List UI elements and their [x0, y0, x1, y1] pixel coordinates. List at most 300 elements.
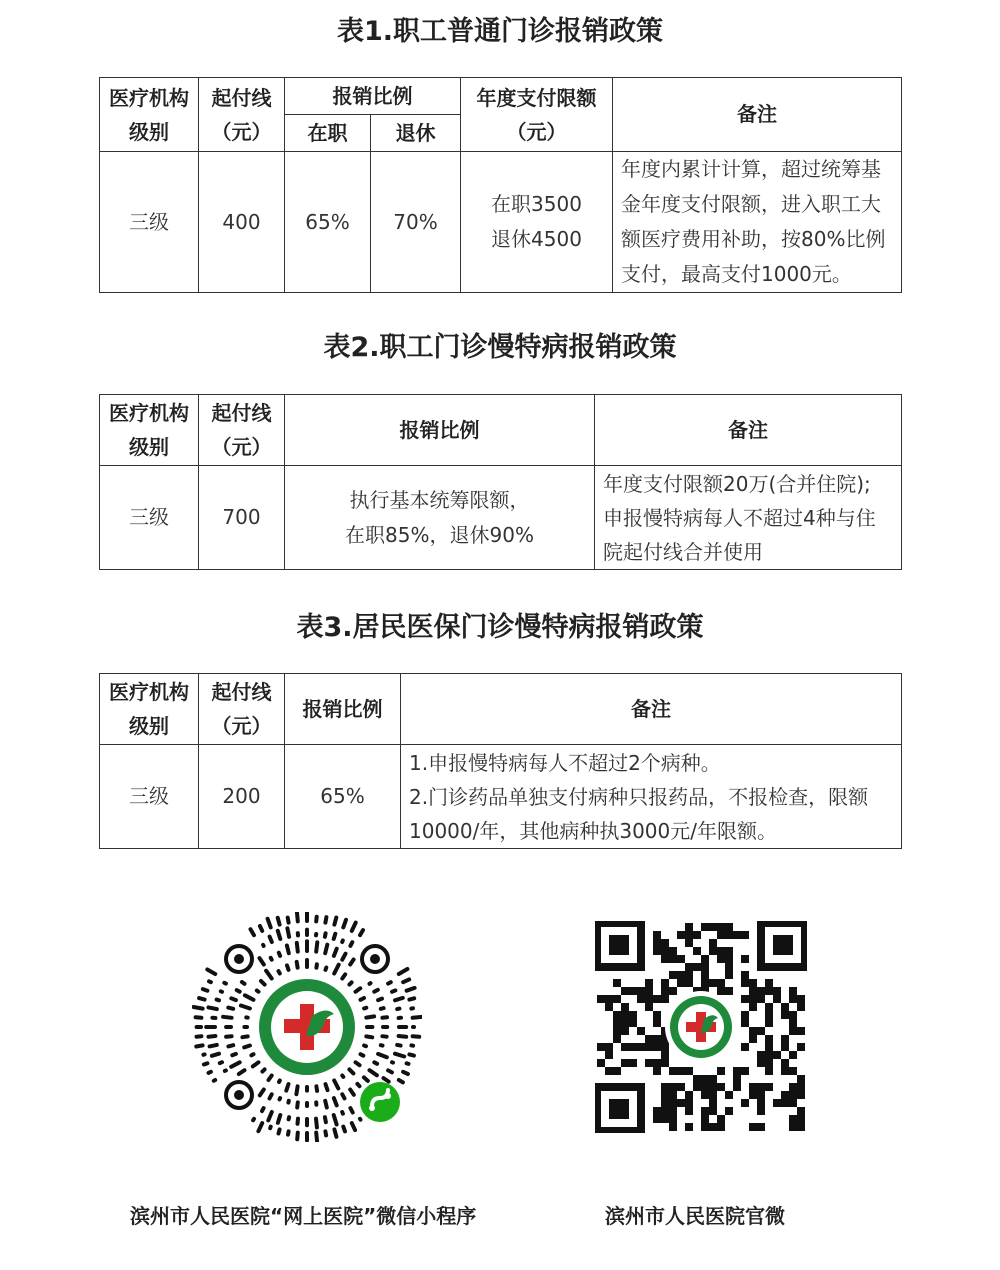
qr-module	[741, 931, 749, 939]
sun-code-ray	[297, 943, 298, 952]
sun-code-ray	[266, 971, 272, 979]
header-ratio: 报销比例	[285, 395, 595, 466]
official-account-qr-icon[interactable]	[595, 921, 807, 1133]
sun-code-ray	[297, 1102, 298, 1107]
qr-module	[757, 1123, 765, 1131]
qr-module	[653, 1107, 661, 1115]
qr-module	[741, 955, 749, 963]
qr-module	[645, 979, 653, 987]
qr-module	[669, 947, 677, 955]
qr-module	[789, 1019, 797, 1027]
sun-code-ray	[209, 981, 211, 982]
qr-module	[613, 1067, 621, 1075]
cell-ratio-retired: 70%	[371, 152, 461, 293]
sun-code-ray	[326, 1084, 328, 1090]
qr-module	[733, 1083, 741, 1091]
header-ratio-retired: 退休	[371, 115, 461, 152]
qr-module	[781, 1067, 789, 1075]
sun-code-ray	[262, 1069, 264, 1071]
qr-module	[645, 1043, 653, 1051]
sun-code-ray	[403, 979, 409, 982]
sun-code-ray	[364, 1008, 366, 1009]
sun-code-ray	[224, 983, 226, 984]
notes-line-1: 1.申报慢特病每人不超过2个病种。	[409, 750, 721, 775]
qr-module	[677, 1099, 685, 1107]
sun-code-ray	[382, 1036, 386, 1037]
qr-module	[765, 987, 773, 995]
qr-module	[789, 995, 797, 1003]
qr-module	[765, 1067, 773, 1075]
sun-code-ray	[261, 981, 265, 985]
qr-module	[613, 979, 621, 987]
notes-line-1: 年度支付限额20万(合并住院);	[603, 471, 871, 496]
header-level: 医疗机构级别	[100, 674, 199, 745]
qr-module	[701, 923, 709, 931]
sun-code-ray	[381, 1008, 384, 1009]
sun-code-ray	[316, 964, 317, 967]
qr-module	[781, 1011, 789, 1019]
qr-module	[693, 947, 701, 955]
qr-module	[789, 1011, 797, 1019]
qr-module	[789, 1051, 797, 1059]
sun-code-ray	[241, 1006, 250, 1009]
qr-module	[621, 987, 629, 995]
sun-code-ray	[388, 1070, 392, 1072]
qr-module	[757, 1051, 765, 1059]
qr-module	[629, 1043, 637, 1051]
qr-module	[765, 1051, 773, 1059]
sun-code-ray	[239, 1070, 245, 1074]
cell-level: 三级	[100, 466, 199, 570]
sun-code-ray	[364, 1046, 366, 1047]
sun-code-ray	[349, 982, 351, 984]
sun-code-ray	[278, 931, 281, 939]
qr-module	[669, 1099, 677, 1107]
qr-module	[797, 1043, 805, 1051]
qr-module	[653, 1035, 661, 1043]
sun-code-ray	[399, 1080, 403, 1082]
header-annual-limit: 年度支付限额（元）	[461, 78, 613, 152]
sun-code-ray	[374, 990, 378, 992]
sun-code-ray	[342, 1112, 343, 1114]
qr-module	[741, 1019, 749, 1027]
sun-code-ray	[271, 958, 272, 960]
sun-code-ray	[334, 918, 336, 925]
sun-code-ray	[370, 983, 371, 984]
table1-outpatient-policy	[99, 77, 902, 293]
qr-module	[717, 1083, 725, 1091]
sun-code-ray	[366, 1036, 372, 1037]
sun-code-ray	[325, 945, 327, 954]
header-notes: 备注	[595, 395, 902, 466]
qr-module	[653, 939, 661, 947]
header-level: 医疗机构级别	[100, 78, 199, 152]
sun-code-ray	[397, 1009, 399, 1010]
qr-module	[797, 1027, 805, 1035]
sun-code-ray	[334, 965, 339, 974]
qr-module	[693, 963, 701, 971]
sun-code-ray	[221, 991, 222, 992]
miniprogram-caption: 滨州市人民医院“网上医院”微信小程序	[130, 1204, 477, 1228]
qr-module	[605, 995, 613, 1003]
qr-module	[661, 1083, 669, 1091]
sun-code-ray	[278, 918, 280, 925]
qr-module	[709, 1075, 717, 1083]
qr-module	[597, 995, 605, 1003]
qr-module	[781, 1099, 789, 1107]
qr-module	[661, 995, 669, 1003]
sun-code-ray	[260, 1090, 264, 1096]
sun-code-ray	[407, 988, 415, 991]
qr-module	[621, 1003, 629, 1011]
qr-module	[629, 1011, 637, 1019]
qr-module	[725, 987, 733, 995]
sun-code-ray	[199, 998, 205, 1000]
cell-notes	[401, 745, 902, 849]
sun-code-ray	[342, 1094, 344, 1098]
table2-title: 表2.职工门诊慢特病报销政策	[323, 332, 677, 363]
qr-module	[645, 987, 653, 995]
qr-module	[653, 1019, 661, 1027]
qr-module	[709, 923, 717, 931]
sun-code-ray	[279, 1081, 280, 1083]
sun-code-ray	[334, 1098, 337, 1105]
qr-module	[725, 971, 733, 979]
header-deductible: 起付线（元）	[199, 395, 285, 466]
qr-module	[765, 1083, 773, 1091]
sun-code-ray	[395, 1054, 404, 1057]
qr-module	[749, 987, 757, 995]
sun-code-ray	[378, 999, 382, 1001]
qr-module	[693, 931, 701, 939]
qr-module	[701, 1115, 709, 1123]
qr-module	[669, 1091, 677, 1099]
qr-module	[661, 947, 669, 955]
qr-module	[701, 1075, 709, 1083]
qr-module	[661, 1043, 669, 1051]
sun-code-ray	[361, 1054, 364, 1056]
sun-code-ray	[356, 1062, 360, 1065]
qr-module	[709, 939, 717, 947]
sun-code-ray	[297, 912, 298, 921]
qr-module	[749, 995, 757, 1003]
table1-title: 表1.职工普通门诊报销政策	[336, 16, 664, 47]
qr-module	[685, 939, 693, 947]
cell-deductible: 200	[199, 745, 285, 849]
sun-code-ray	[231, 998, 236, 1000]
sun-code-ray	[360, 1119, 361, 1120]
limit-employed: 在职3500	[491, 192, 582, 216]
qr-module	[773, 1051, 781, 1059]
qr-module	[653, 1043, 661, 1051]
qr-module	[677, 979, 685, 987]
sun-code-ray	[325, 933, 326, 937]
qr-module	[717, 947, 725, 955]
qr-module	[677, 971, 685, 979]
sun-code-ray	[288, 1131, 289, 1134]
sun-code-ray	[257, 991, 259, 992]
miniprogram-code-icon[interactable]	[192, 912, 422, 1142]
cell-ratio-employed: 65%	[285, 152, 371, 293]
qr-module	[685, 979, 693, 987]
qr-module	[653, 1059, 661, 1067]
cell-ratio	[285, 466, 595, 570]
sun-code-ray	[220, 1062, 222, 1063]
qr-module	[701, 955, 709, 963]
qr-module	[661, 955, 669, 963]
table3-chronic-resident-policy	[99, 673, 902, 849]
table3-title: 表3.居民医保门诊慢特病报销政策	[296, 612, 704, 643]
qr-module	[709, 1107, 717, 1115]
qr-module	[789, 1027, 797, 1035]
sun-code-ray	[226, 1036, 232, 1037]
sun-code-ray	[237, 990, 240, 992]
sun-code-ray	[361, 998, 365, 1000]
sun-code-ray	[279, 953, 280, 956]
qr-module	[701, 1123, 709, 1131]
qr-module	[685, 1123, 693, 1131]
qr-module	[781, 1059, 789, 1067]
sun-code-ray	[413, 1017, 422, 1018]
cell-level: 三级	[100, 152, 199, 293]
header-ratio-employed: 在职	[285, 115, 371, 152]
qr-module	[685, 1099, 693, 1107]
qr-module	[717, 979, 725, 987]
qr-module	[685, 971, 693, 979]
sun-code-ray	[409, 1054, 414, 1055]
qr-module	[613, 1019, 621, 1027]
qr-module	[741, 971, 749, 979]
limit-retired: 退休4500	[491, 227, 582, 251]
sun-code-ray	[268, 1112, 272, 1120]
header-notes: 备注	[613, 78, 902, 152]
qr-module	[653, 947, 661, 955]
qr-module	[637, 995, 645, 1003]
qr-module	[733, 1075, 741, 1083]
header-deductible: 起付线（元）	[199, 78, 285, 152]
sun-code-ray	[349, 1069, 353, 1073]
qr-module	[621, 1059, 629, 1067]
sun-code-ray	[262, 1108, 264, 1111]
cell-ratio: 65%	[285, 745, 401, 849]
qr-module	[789, 1099, 797, 1107]
qr-module	[725, 923, 733, 931]
qr-module	[653, 995, 661, 1003]
sun-code-ray	[343, 1127, 345, 1132]
qr-module	[709, 947, 717, 955]
qr-module	[725, 1091, 733, 1099]
qr-module	[669, 987, 677, 995]
sun-code-ray	[316, 1119, 317, 1128]
sun-code-ray	[245, 995, 254, 1000]
qr-module	[629, 987, 637, 995]
sun-code-ray	[228, 1045, 233, 1046]
qr-module	[605, 1067, 613, 1075]
qr-module	[773, 1099, 781, 1107]
qr-module	[613, 1011, 621, 1019]
sun-code-ray	[204, 1063, 208, 1064]
qr-module	[797, 1123, 805, 1131]
hospital-logo-icon	[255, 975, 359, 1079]
qr-module	[717, 923, 725, 931]
qr-module	[661, 1059, 669, 1067]
sun-code-ray	[350, 960, 353, 965]
sun-code-ray	[342, 974, 345, 978]
qr-module	[661, 1091, 669, 1099]
sun-code-ray	[286, 1084, 288, 1091]
header-level: 医疗机构级别	[100, 395, 199, 466]
qr-module	[749, 1123, 757, 1131]
sun-code-ray	[334, 1081, 338, 1089]
qr-module	[701, 979, 709, 987]
sun-code-ray	[350, 1090, 354, 1095]
sun-code-ray	[287, 965, 289, 970]
sun-code-ray	[316, 1086, 317, 1091]
sun-code-ray	[214, 1080, 215, 1081]
sun-code-ray	[251, 1054, 253, 1055]
qr-module	[749, 1003, 757, 1011]
qr-module	[669, 1083, 677, 1091]
official-account-caption: 滨州市人民医院官微	[605, 1204, 785, 1228]
qr-module	[725, 963, 733, 971]
sun-code-ray	[413, 1036, 420, 1037]
sun-code-ray	[326, 968, 327, 970]
sun-code-ray	[334, 949, 337, 956]
qr-module	[661, 939, 669, 947]
qr-module	[613, 1035, 621, 1043]
sun-code-ray	[334, 1115, 337, 1125]
qr-module	[789, 1083, 797, 1091]
sun-code-ray	[316, 917, 317, 922]
qr-module	[773, 995, 781, 1003]
qr-module	[701, 971, 709, 979]
sun-code-ray	[399, 1036, 407, 1037]
qr-module	[757, 1083, 765, 1091]
sun-code-ray	[231, 1062, 240, 1067]
qr-module	[733, 1067, 741, 1075]
sun-code-ray	[228, 1008, 233, 1009]
sun-code-ray	[260, 926, 262, 931]
sun-code-ray	[297, 962, 298, 968]
qr-module	[757, 1027, 765, 1035]
qr-module	[797, 995, 805, 1003]
qr-module	[717, 931, 725, 939]
qr-module	[797, 1107, 805, 1115]
qr-module	[757, 987, 765, 995]
qr-module	[605, 1003, 613, 1011]
miniprogram-badge-icon	[360, 1082, 400, 1122]
qr-module	[637, 1027, 645, 1035]
qr-module	[725, 931, 733, 939]
sun-code-ray	[325, 1117, 326, 1122]
cell-annual-limit	[461, 152, 613, 293]
sun-code-ray	[289, 1117, 290, 1119]
sun-code-ray	[366, 1016, 374, 1017]
sun-code-ray	[260, 958, 264, 964]
qr-module	[709, 979, 717, 987]
sun-code-ray	[397, 1045, 400, 1046]
header-ratio: 报销比例	[285, 78, 461, 115]
qr-module	[741, 995, 749, 1003]
sun-code-ray	[356, 988, 361, 991]
sun-code-ray	[342, 1076, 343, 1077]
cell-level: 三级	[100, 745, 199, 849]
sun-code-ray	[278, 1115, 280, 1123]
qr-module	[765, 1019, 773, 1027]
sun-code-ray	[316, 942, 317, 951]
qr-module	[765, 1043, 773, 1051]
qr-module	[685, 931, 693, 939]
qr-module	[709, 1099, 717, 1107]
qr-module	[685, 1067, 693, 1075]
qr-module	[789, 1115, 797, 1123]
sun-code-ray	[209, 1036, 216, 1037]
qr-module	[637, 987, 645, 995]
notes-line-2: 2.门诊药品单独支付病种只报药品，不报检查，限额10000/年，其他病种执3000元/年限额。	[409, 784, 869, 843]
sun-code-ray	[279, 971, 280, 973]
qr-module	[757, 1091, 765, 1099]
qr-module	[749, 1091, 757, 1099]
qr-module	[733, 931, 741, 939]
sun-code-ray	[287, 946, 289, 954]
ratio-line-1: 执行基本统筹限额，	[349, 487, 530, 512]
sun-code-ray	[360, 930, 363, 935]
qr-module	[717, 1115, 725, 1123]
qr-module	[701, 1107, 709, 1115]
sun-code-ray	[287, 928, 289, 937]
qr-module	[797, 1083, 805, 1091]
qr-module	[757, 1099, 765, 1107]
qr-module	[701, 1091, 709, 1099]
qr-module	[677, 1067, 685, 1075]
sun-code-ray	[357, 1084, 359, 1086]
qr-module	[629, 1019, 637, 1027]
sun-code-ray	[384, 1078, 389, 1082]
qr-module	[781, 1043, 789, 1051]
sun-code-ray	[268, 919, 271, 928]
qr-module	[685, 1107, 693, 1115]
qr-module	[645, 1059, 653, 1067]
qr-module	[749, 1035, 757, 1043]
qr-module	[621, 1027, 629, 1035]
sun-code-ray	[343, 920, 346, 928]
qr-module	[789, 1091, 797, 1099]
sun-code-ray	[210, 1045, 217, 1047]
sun-code-ray	[296, 1086, 297, 1094]
qr-module	[645, 1003, 653, 1011]
header-ratio: 报销比例	[285, 674, 401, 745]
sun-code-ray	[197, 1036, 202, 1037]
qr-module	[653, 1011, 661, 1019]
qr-module	[669, 1115, 677, 1123]
table2-chronic-employee-policy	[99, 394, 902, 570]
qr-module	[653, 1115, 661, 1123]
qr-module	[717, 1067, 725, 1075]
qr-module	[621, 1043, 629, 1051]
sun-code-ray	[203, 989, 208, 991]
sun-code-ray	[270, 1127, 271, 1129]
sun-code-ray	[244, 1046, 250, 1048]
sun-code-ray	[194, 1007, 203, 1009]
cell-deductible: 700	[199, 466, 285, 570]
sun-code-ray	[395, 998, 403, 1000]
sun-code-ray	[407, 1063, 409, 1064]
sun-code-ray	[388, 982, 391, 983]
qr-module	[661, 1051, 669, 1059]
sun-code-ray	[269, 1076, 272, 1081]
sun-code-ray	[223, 1017, 232, 1018]
qr-module	[701, 963, 709, 971]
